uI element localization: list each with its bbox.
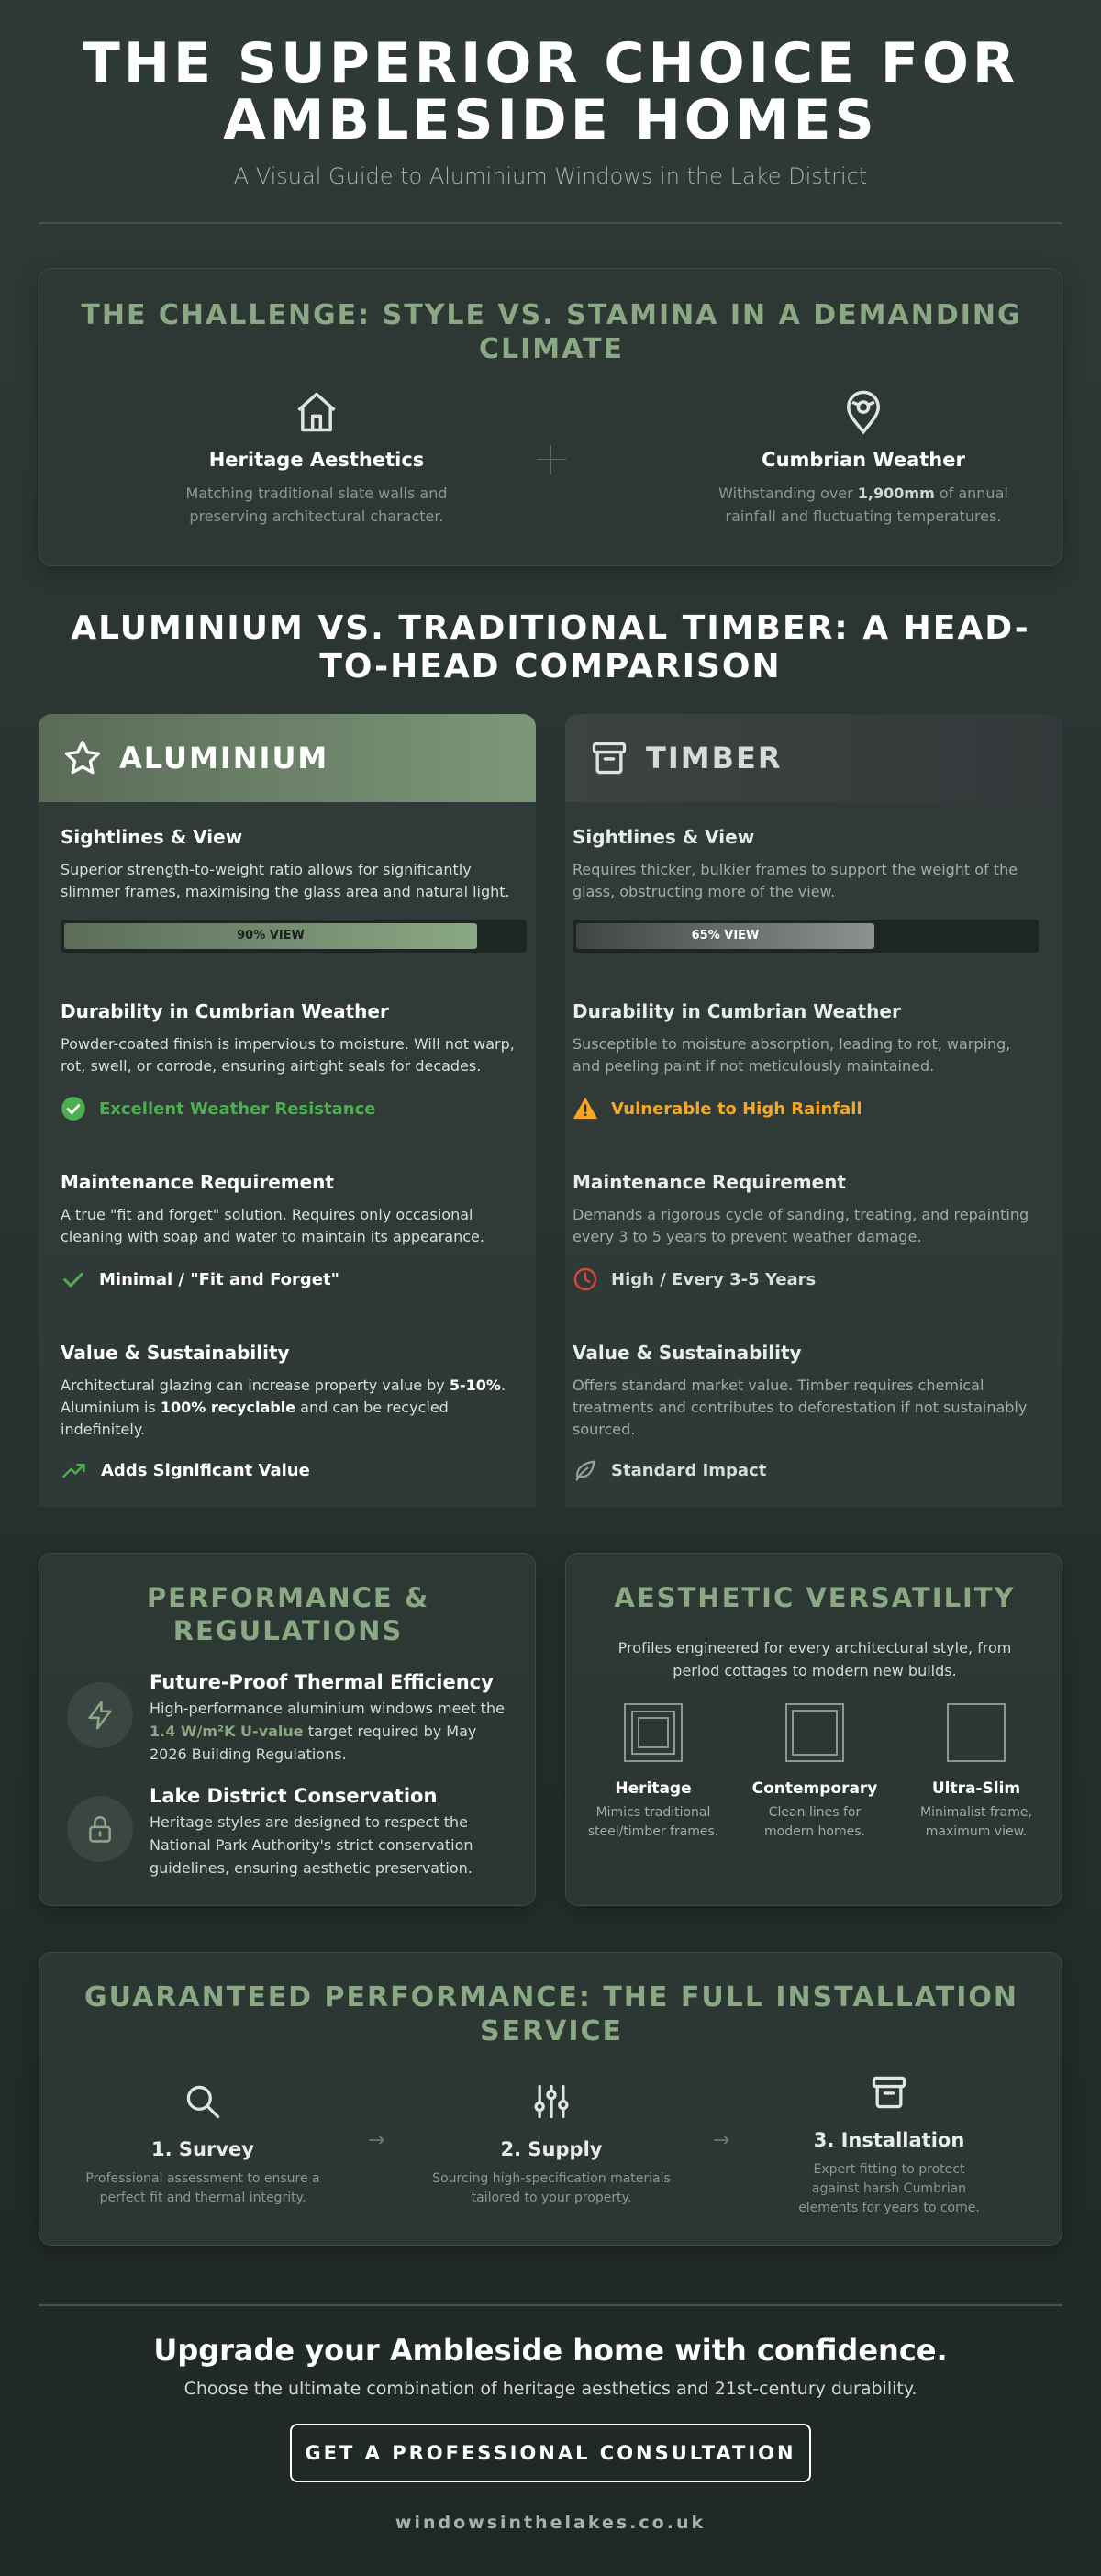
aluminium-sightlines-text: Superior strength-to-weight ratio allows for significantly slimmer frames, maximising the glass area and natural light.: [61, 861, 510, 900]
step-survey-desc: Professional assessment to ensure a perfect fit and thermal integrity.: [85, 2171, 320, 2205]
star-icon: [62, 738, 103, 778]
check-circle-icon: [61, 1096, 86, 1121]
page-title: THE SUPERIOR CHOICE FOR AMBLESIDE HOMES: [82, 31, 1019, 152]
step-supply-name: 2. Supply: [500, 2138, 603, 2160]
challenge-weather: [698, 388, 1029, 528]
timber-durability-title: Durability in Cumbrian Weather: [573, 1000, 901, 1022]
performance-heading: PERFORMANCE & REGULATIONS: [146, 1582, 430, 1646]
timber-column: [565, 802, 1062, 1507]
weather-pin-icon: [840, 388, 887, 436]
check-icon: [61, 1266, 86, 1292]
profile-heritage-desc: Mimics traditional steel/timber frames.: [587, 1805, 719, 1839]
aluminium-durability-title: Durability in Cumbrian Weather: [61, 1000, 389, 1022]
cta-text: Choose the ultimate combination of heritage aesthetics and 21st-century durability.: [184, 2379, 918, 2399]
step-installation-name: 3. Installation: [813, 2129, 965, 2151]
website-link[interactable]: windowsinthelakes.co.uk: [395, 2513, 706, 2533]
timber-view-fill: [576, 923, 874, 949]
step-supply: [414, 2081, 689, 2208]
challenge-card: [39, 268, 1062, 566]
timber-value-status: Standard Impact: [573, 1457, 766, 1483]
contemporary-frame-icon: [784, 1702, 845, 1763]
conservation-title: Lake District Conservation: [150, 1785, 438, 1807]
aesthetic-intro: Profiles engineered for every architectural style, from period cottages to modern new builds.: [617, 1639, 1012, 1679]
thermal-efficiency-title: Future-Proof Thermal Efficiency: [150, 1671, 494, 1693]
installation-card: [39, 1952, 1062, 2246]
aluminium-header: [39, 714, 536, 802]
aluminium-sightlines-title: Sightlines & View: [61, 826, 243, 848]
aluminium-column: [39, 802, 536, 1507]
profile-ultra-slim-desc: Minimalist frame, maximum view.: [920, 1805, 1032, 1839]
aluminium-durability-status: Excellent Weather Resistance: [61, 1096, 375, 1121]
aluminium-value-status: Adds Significant Value: [61, 1457, 310, 1483]
lock-icon: [84, 1813, 116, 1845]
step-installation-desc: Expert fitting to protect against harsh Cumbrian elements for years to come.: [798, 2162, 980, 2215]
timber-durability-status: Vulnerable to High Rainfall: [573, 1096, 862, 1121]
aluminium-value-text: Architectural glazing can increase property value by 5-10%. Aluminium is 100% recyclable and can be recycled indefinitely.: [61, 1377, 506, 1438]
timber-view-label: 65% VIEW: [691, 929, 760, 942]
heritage-frame-icon: [623, 1702, 684, 1763]
challenge-weather-desc: Withstanding over 1,900mm of annual rainfall and fluctuating temperatures.: [718, 485, 1008, 525]
timber-header: [565, 714, 1062, 802]
aluminium-value-title: Value & Sustainability: [61, 1342, 290, 1364]
u-value: 1.4 W/m²K U-value: [150, 1723, 304, 1740]
timber-durability-text: Susceptible to moisture absorption, leading to rot, warping, and peeling paint if not meticulously maintained.: [573, 1035, 1011, 1075]
timber-sightlines-title: Sightlines & View: [573, 826, 755, 848]
leaf-icon: [573, 1457, 598, 1483]
consultation-button[interactable]: GET A PROFESSIONAL CONSULTATION: [290, 2424, 811, 2482]
profile-contemporary: [746, 1702, 884, 1842]
aluminium-view-bar: [61, 920, 527, 953]
step-supply-desc: Sourcing high-specification materials tailored to your property.: [432, 2171, 671, 2205]
profile-heritage-name: Heritage: [615, 1779, 692, 1798]
page-subtitle: A Visual Guide to Aluminium Windows in the Lake District: [233, 163, 868, 189]
lightning-icon: [84, 1700, 116, 1731]
trending-up-icon: [61, 1457, 88, 1483]
lock-icon-badge: [67, 1796, 133, 1862]
timber-value-title: Value & Sustainability: [573, 1342, 802, 1364]
aluminium-maintenance-text: A true "fit and forget" solution. Requires only occasional cleaning with soap and water to maintain its appearance.: [61, 1206, 484, 1245]
installation-heading: GUARANTEED PERFORMANCE: THE FULL INSTALLATION SERVICE: [84, 1981, 1018, 2047]
warning-icon: [573, 1096, 598, 1121]
step-survey-name: 1. Survey: [151, 2138, 254, 2160]
aluminium-maintenance-title: Maintenance Requirement: [61, 1171, 334, 1193]
performance-card: [39, 1553, 536, 1906]
profile-ultra-slim-name: Ultra-Slim: [931, 1779, 1021, 1798]
profile-contemporary-name: Contemporary: [751, 1779, 878, 1798]
timber-label: TIMBER: [646, 741, 783, 775]
timber-value-text: Offers standard market value. Timber requires chemical treatments and contributes to deforestation if not sustainably sourced.: [573, 1377, 1028, 1438]
timber-view-bar: [573, 920, 1039, 953]
plus-icon: [535, 443, 568, 476]
step-installation: [751, 2072, 1027, 2218]
header-divider: [39, 222, 1062, 224]
challenge-heading: THE CHALLENGE: STYLE VS. STAMINA IN A DEMANDING CLIMATE: [81, 299, 1022, 365]
comparison-heading: ALUMINIUM VS. TRADITIONAL TIMBER: A HEAD-TO-HEAD COMPARISON: [71, 609, 1030, 686]
arrow-icon: →: [713, 2129, 730, 2152]
cta-title: Upgrade your Ambleside home with confidence.: [153, 2333, 948, 2368]
lightning-icon-badge: [67, 1682, 133, 1748]
profile-contemporary-desc: Clean lines for modern homes.: [764, 1805, 865, 1839]
profile-ultra-slim: [907, 1702, 1045, 1842]
rainfall-value: 1,900mm: [857, 485, 935, 502]
search-icon: [183, 2081, 223, 2122]
archive-icon: [589, 738, 629, 778]
challenge-heritage-title: Heritage Aesthetics: [208, 449, 425, 471]
challenge-heritage: [151, 388, 482, 528]
timber-maintenance-text: Demands a rigorous cycle of sanding, treating, and repainting every 3 to 5 years to prevent weather damage.: [573, 1206, 1029, 1245]
aluminium-maintenance-status: Minimal / "Fit and Forget": [61, 1266, 339, 1292]
footer-divider: [39, 2304, 1062, 2306]
aluminium-view-fill: [64, 923, 477, 949]
challenge-heritage-desc: Matching traditional slate walls and preserving architectural character.: [185, 485, 448, 525]
clock-icon: [573, 1266, 598, 1292]
house-icon: [293, 388, 340, 436]
aluminium-label: ALUMINIUM: [119, 741, 329, 775]
aluminium-view-label: 90% VIEW: [237, 929, 305, 942]
timber-maintenance-title: Maintenance Requirement: [573, 1171, 846, 1193]
thermal-efficiency-text: High-performance aluminium windows meet the 1.4 W/m²K U-value target required by May 2026 Building Regulations.: [150, 1700, 505, 1763]
sliders-icon: [531, 2081, 572, 2122]
challenge-weather-title: Cumbrian Weather: [762, 449, 965, 471]
step-survey: [65, 2081, 340, 2208]
profile-heritage: [584, 1702, 722, 1842]
aluminium-durability-text: Powder-coated finish is impervious to moisture. Will not warp, rot, swell, or corrode, ensuring airtight seals for decades.: [61, 1035, 515, 1075]
aesthetic-card: [565, 1553, 1062, 1906]
aesthetic-heading: AESTHETIC VERSATILITY: [614, 1582, 1016, 1613]
arrow-icon: →: [368, 2129, 385, 2152]
ultra-slim-frame-icon: [946, 1702, 1006, 1763]
conservation-text: Heritage styles are designed to respect the National Park Authority's strict conservation guidelines, ensuring aesthetic preservation.: [150, 1813, 473, 1877]
timber-sightlines-text: Requires thicker, bulkier frames to support the weight of the glass, obstructing more of the view.: [573, 861, 1018, 900]
timber-maintenance-status: High / Every 3-5 Years: [573, 1266, 816, 1292]
archive-icon: [869, 2072, 909, 2113]
